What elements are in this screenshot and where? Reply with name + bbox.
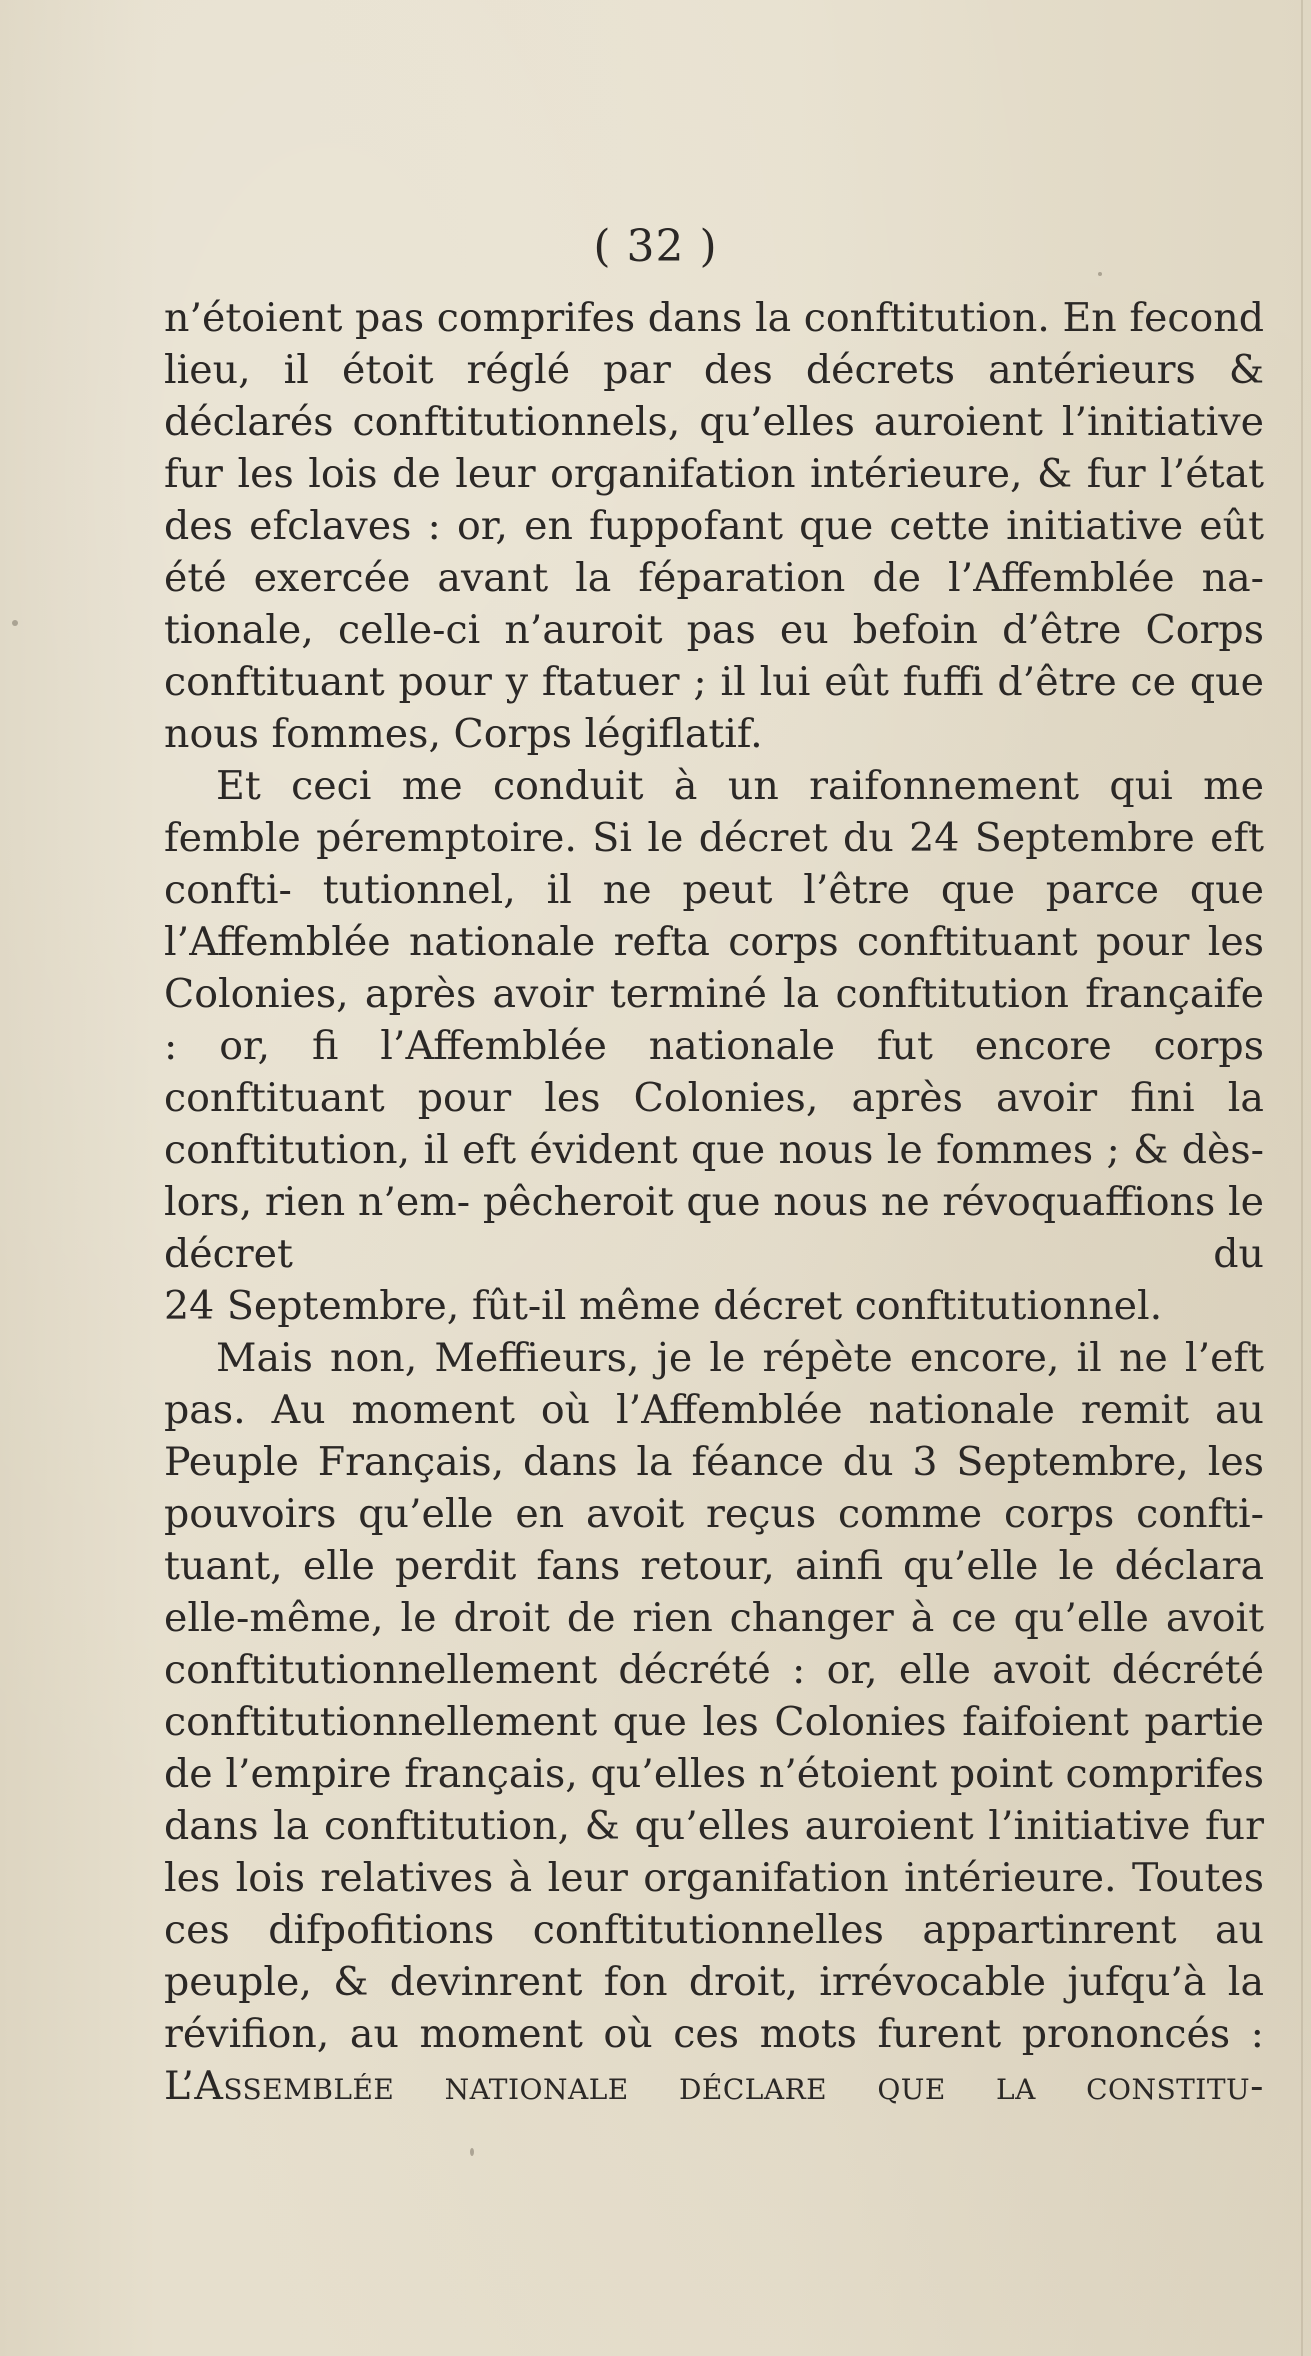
ink-speck [12, 620, 18, 626]
text-line: nous fommes, Corps légiflatif. [164, 711, 763, 757]
text-line: ces difpofitions conftitutionnelles appartinrent au [164, 1907, 1264, 1953]
text-line: conftitutionnellement décrété : or, elle avoit décrété [164, 1647, 1264, 1693]
paragraph-1 [164, 292, 1264, 708]
text-line: de l’empire français, qu’elles n’étoient point comprifes [164, 1751, 1264, 1797]
paragraph-2 [164, 760, 1264, 1280]
text-line: conftitutionnels, qu’elles auroient l’initiative fur les [164, 399, 1264, 497]
text-line: lois de leur organifation intérieure, & fur l’état des [164, 451, 1264, 549]
body-text [164, 292, 1264, 2112]
text-line: conftitutionnellement que les Colonies faifoient partie [164, 1699, 1264, 1745]
text-line: elle-même, le droit de rien changer à ce qu’elle avoit [164, 1595, 1264, 1641]
page-edge-shadow [1301, 0, 1303, 2356]
text-line: révifion, au moment où ces mots furent prononcés : [164, 2011, 1264, 2057]
text-line: pouvoirs qu’elle en avoit reçus comme corps confti- [164, 1491, 1264, 1537]
page-number: ( 32 ) [593, 221, 718, 272]
text-line: pêcheroit que nous ne révoquaffions le décret du [164, 1179, 1264, 1277]
text-line: Et ceci me conduit à un raifonnement qui me femble [164, 763, 1264, 861]
text-line: lieu, il étoit réglé par des décrets antérieurs & déclarés [164, 347, 1264, 445]
text-line: péremptoire. Si le décret du 24 Septembre eft confti- [164, 815, 1264, 913]
text-line: les lois relatives à leur organifation intérieure. Toutes [164, 1855, 1264, 1901]
paragraph-1-end [164, 708, 1264, 760]
text-line: tutionnel, il ne peut l’être que parce que l’Affemblée [164, 867, 1264, 965]
text-line: évident que nous le fommes ; & dès-lors, rien n’em- [164, 1127, 1264, 1225]
text-line: 24 Septembre, fût-il même décret conftitutionnel. [164, 1283, 1163, 1329]
ink-speck [470, 2148, 474, 2156]
text-line: Mais non, Meffieurs, je le répète encore, il ne l’eft [216, 1335, 1264, 1381]
text-line-small-caps: L’Assemblée nationale déclare que la constitu- [164, 2063, 1264, 2109]
text-line: dans la conftitution, & qu’elles auroient l’initiative fur [164, 1803, 1264, 1849]
text-line: les Colonies, après avoir fini la conftitution, il eft [164, 1075, 1264, 1173]
text-line: après avoir terminé la conftitution françaife : or, fi [164, 971, 1265, 1069]
text-line: tionale, celle-ci n’auroit pas eu befoin d’être Corps [164, 607, 1264, 653]
text-line: conftituant pour y ftatuer ; il lui eût fuffi d’être ce que [164, 659, 1264, 705]
paragraph-3 [164, 1332, 1264, 2112]
text-line: pas. Au moment où l’Affemblée nationale remit au [164, 1387, 1264, 1433]
text-line: peuple, & devinrent fon droit, irrévocable jufqu’à la [164, 1959, 1264, 2005]
text-line: été exercée avant la féparation de l’Affemblée na- [164, 555, 1264, 601]
text-line: Peuple Français, dans la féance du 3 Septembre, les [164, 1439, 1264, 1485]
text-line: l’Affemblée nationale fut encore corps conftituant pour [164, 1023, 1264, 1121]
text-line: n’étoient pas comprifes dans la conftitution. En fecond [164, 295, 1264, 341]
text-line: efclaves : or, en fuppofant que cette initiative eût [249, 503, 1264, 549]
ink-speck [1098, 272, 1102, 276]
text-line: nationale refta corps conftituant pour les Colonies, [164, 919, 1265, 1017]
text-line: tuant, elle perdit fans retour, ainfi qu’elle le déclara [164, 1543, 1264, 1589]
paragraph-2-end [164, 1280, 1264, 1332]
